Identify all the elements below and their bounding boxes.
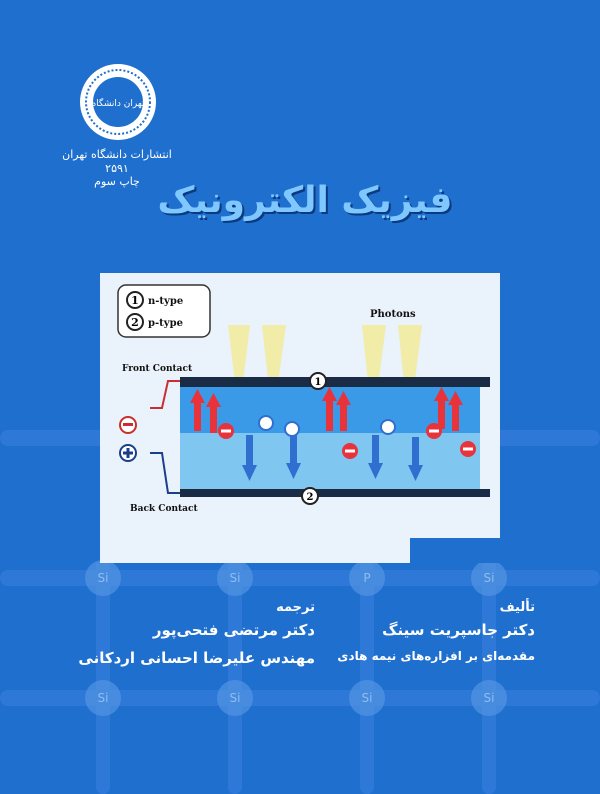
translator-name: مهندس علیرضا احسانی اردکانی xyxy=(78,649,315,667)
svg-text:2: 2 xyxy=(306,492,314,503)
translators-label: ترجمه xyxy=(276,600,315,615)
lattice-atom-label: Si xyxy=(483,691,495,705)
edition-label: چاپ سوم xyxy=(94,175,140,188)
publisher-name: انتشارات دانشگاه تهران xyxy=(62,148,172,161)
photons-label: Photons xyxy=(370,309,416,320)
author-name: دکتر جاسپریت سینگ xyxy=(382,621,535,639)
lattice-atom-label: Si xyxy=(229,691,241,705)
university-seal-logo xyxy=(78,62,158,142)
lattice-atom-label: Si xyxy=(97,571,109,585)
author-block xyxy=(295,600,535,663)
front-contact-label: Front Contact xyxy=(122,364,193,374)
book-title: فیزیک الکترونیک xyxy=(157,180,453,221)
lattice-atom-label: Si xyxy=(361,691,373,705)
svg-text:1: 1 xyxy=(131,294,139,307)
original-title: مقدمه‌ای بر افزاره‌های نیمه هادی xyxy=(337,649,535,663)
lattice-atom-label: Si xyxy=(97,691,109,705)
lattice-atom-label: P xyxy=(363,571,371,585)
svg-text:2: 2 xyxy=(131,316,139,329)
solar-cell-diagram xyxy=(100,273,500,563)
svg-text:1: 1 xyxy=(314,377,322,388)
lattice-atom-label: Si xyxy=(483,571,495,585)
translators-block xyxy=(75,600,315,677)
author-label: تألیف xyxy=(499,600,535,615)
back-contact-label: Back Contact xyxy=(130,504,198,514)
svg-text:تهران دانشگاه: تهران دانشگاه xyxy=(91,99,145,109)
publication-number: ۲۵۹۱ xyxy=(105,162,129,175)
lattice-atom-label: Si xyxy=(229,571,241,585)
translator-name: دکتر مرتضی فتحی‌پور xyxy=(152,621,315,639)
legend-p-type: p-type xyxy=(148,318,183,329)
legend-n-type: n-type xyxy=(148,296,184,307)
